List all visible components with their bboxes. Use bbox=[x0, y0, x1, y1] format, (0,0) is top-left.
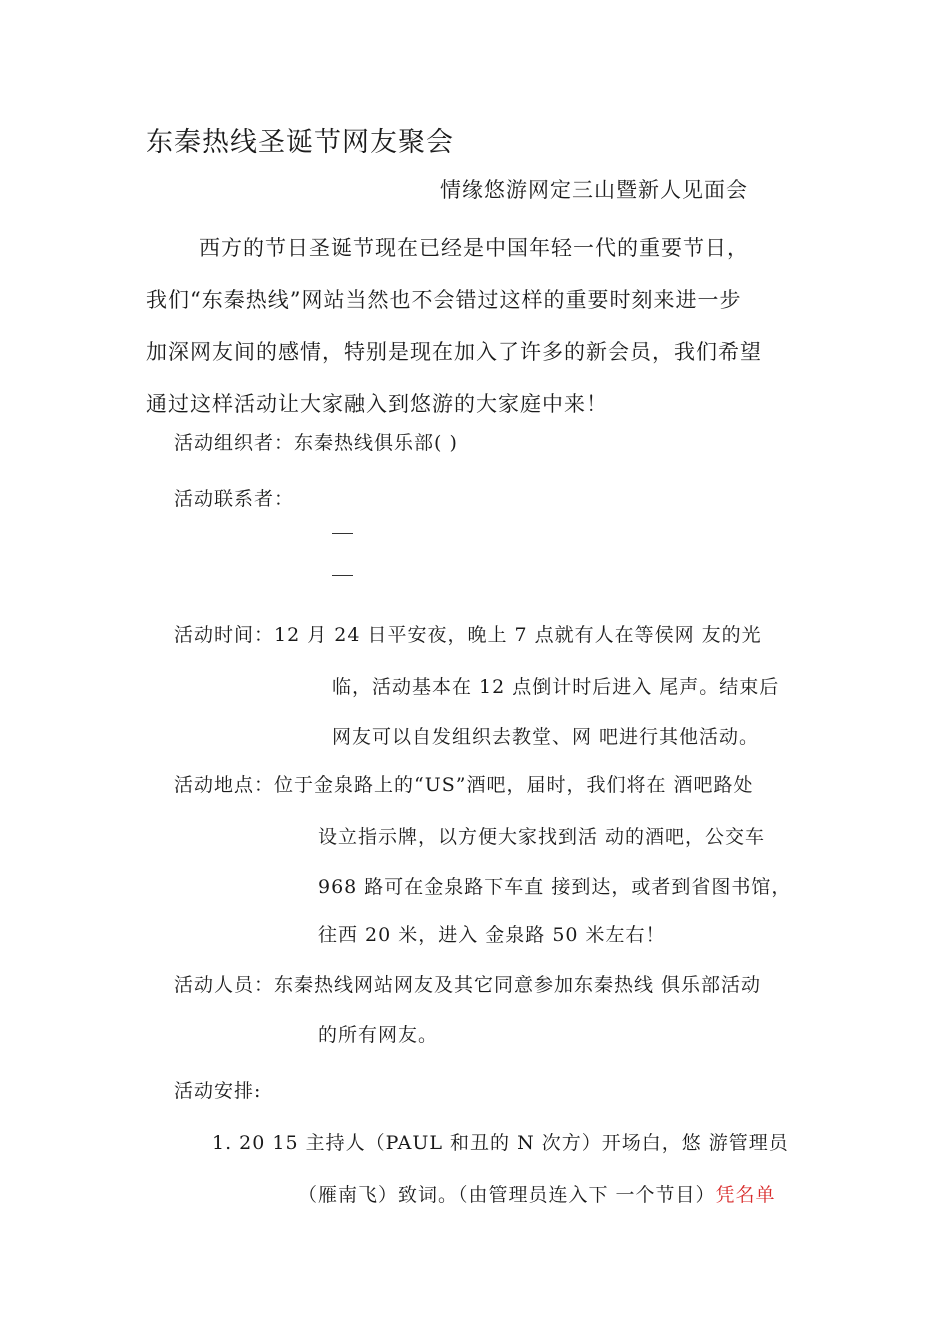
place-line: 活动地点：位于金泉路上的“US”酒吧，届时，我们将在 酒吧路处 bbox=[174, 774, 754, 796]
intro-line: 加深网友间的感情，特别是现在加入了许多的新会员，我们希望 bbox=[146, 340, 762, 364]
document-title: 东秦热线圣诞节网友聚会 bbox=[146, 127, 454, 158]
schedule-line bbox=[298, 1180, 776, 1207]
place-line: 往西 20 米，进入 金泉路 50 米左右！ bbox=[318, 924, 666, 946]
schedule-text: （雁南飞）致词。（由管理员连入下 一个节目） bbox=[298, 1184, 716, 1206]
intro-paragraph bbox=[146, 222, 826, 430]
organizer-line: 活动组织者：东秦热线俱乐部( ) bbox=[174, 432, 458, 454]
time-line: 网友可以自发组织去教堂、网 吧进行其他活动。 bbox=[332, 726, 760, 748]
document-subtitle: 情缘悠游网定三山暨新人见面会 bbox=[440, 178, 748, 202]
time-line: 活动时间：12 月 24 日平安夜，晚上 7 点就有人在等侯网 友的光 bbox=[174, 624, 762, 646]
contact-dash bbox=[332, 533, 353, 534]
schedule-label: 活动安排: bbox=[174, 1080, 262, 1102]
schedule-line: 1. 20 15 主持人（PAUL 和丑的 N 次方）开场白，悠 游管理员 bbox=[212, 1132, 789, 1154]
place-line: 968 路可在金泉路下车直 接到达，或者到省图书馆， bbox=[318, 876, 792, 898]
intro-line: 通过这样活动让大家融入到悠游的大家庭中来！ bbox=[146, 392, 608, 416]
people-line: 活动人员：东秦热线网站网友及其它同意参加东秦热线 俱乐部活动 bbox=[174, 974, 762, 996]
place-line: 设立指示牌，以方便大家找到活 动的酒吧，公交车 bbox=[318, 826, 766, 848]
time-line: 临，活动基本在 12 点倒计时后进入 尾声。结束后 bbox=[332, 676, 780, 698]
intro-line: 我们“东秦热线”网站当然也不会错过这样的重要时刻来进一步 bbox=[146, 288, 742, 312]
intro-line: 西方的节日圣诞节现在已经是中国年轻一代的重要节日， bbox=[199, 236, 749, 260]
contact-dash bbox=[332, 575, 353, 576]
people-line: 的所有网友。 bbox=[318, 1024, 439, 1046]
contact-line: 活动联系者： bbox=[174, 488, 295, 510]
schedule-red-note: 凭名单 bbox=[715, 1184, 776, 1206]
